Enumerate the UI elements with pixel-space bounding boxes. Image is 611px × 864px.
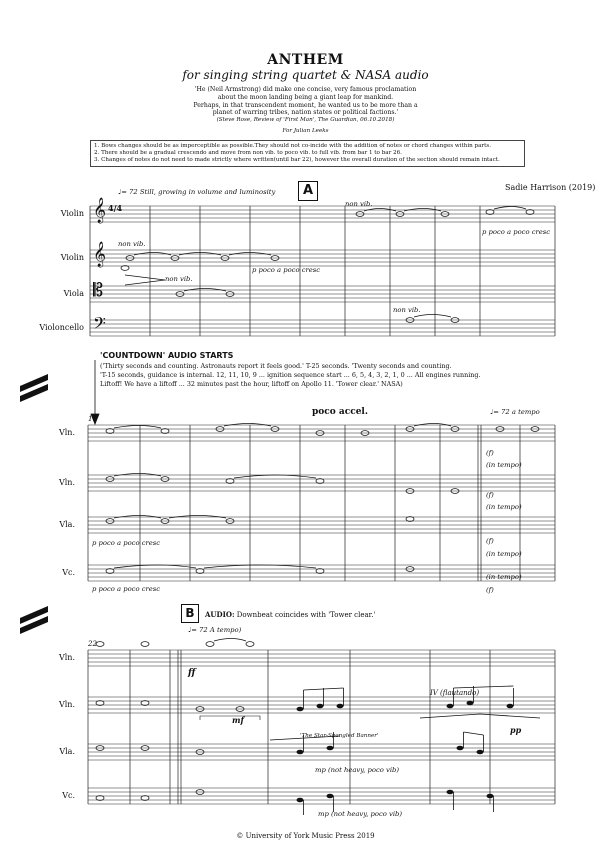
- quote-line: 'He (Neil Armstrong) did make one concise, very famous proclamation: [194, 86, 417, 93]
- dynamic-ff: ff: [188, 668, 196, 678]
- dynamic-f: (f): [486, 449, 494, 457]
- marking-cresc: p poco a poco cresc: [482, 228, 551, 236]
- system2-staff-viola: [88, 517, 555, 533]
- a-tempo-marking: ♩= 72 a tempo: [490, 408, 540, 416]
- dynamic-pp: pp: [510, 725, 522, 735]
- time-signature: 4/4: [108, 203, 123, 213]
- audio-cue-line: ('Thirty seconds and counting. Astronauts report it feels good.' T-25 seconds. 'Twenty seconds and counting.: [100, 362, 452, 370]
- instrument-label-cello: Violoncello: [39, 323, 84, 332]
- copyright-footer: © University of York Music Press 2019: [236, 832, 375, 840]
- tempo-marking: ♩= 72 A tempo): [188, 626, 242, 634]
- system3-staff-viola: [88, 744, 555, 760]
- quote-source: (Steve Rose, Review of 'First Man', The Guardian, 06.10.2018): [216, 117, 395, 123]
- dynamic-mf: mf: [232, 715, 244, 725]
- instrument-label-violin2: Violin: [60, 253, 84, 262]
- system1-staff-viola: [90, 286, 555, 302]
- instrument-label-viola: Viola: [63, 289, 84, 298]
- audio-cue-heading: 'COUNTDOWN' AUDIO STARTS: [100, 351, 234, 360]
- audio-cue-line: Liftoff! We have a liftoff ... 32 minutes past the hour, liftoff on Apollo 11. 'Tower clear.' NASA): [100, 380, 403, 388]
- marking-non-vib: non vib.: [118, 240, 146, 248]
- instrument-label-vla: Vla.: [59, 520, 75, 529]
- composer-credit: Sadie Harrison (2019): [505, 183, 596, 192]
- poco-accel-marking: poco accel.: [312, 407, 368, 417]
- dynamic-f: (f): [486, 586, 494, 594]
- marking-cresc: p poco a poco cresc: [92, 539, 161, 547]
- marking-non-vib: non vib.: [165, 275, 193, 283]
- performance-note: 3. Changes of notes do not need to made strictly where written(until bar 22), however the overall duration of the section should remain intact.: [94, 157, 500, 163]
- quote-line: planet of warring tribes, nation states or political factions.': [212, 109, 399, 117]
- instrument-label-vln1: Vln.: [58, 653, 75, 662]
- instrument-label-vln2: Vln.: [58, 700, 75, 709]
- audio-cue-note: [205, 610, 375, 619]
- instrument-label-vla: Vla.: [59, 747, 75, 756]
- treble-clef-icon: 𝄞: [93, 198, 107, 223]
- flautando-marking: IV (flautando): [430, 689, 480, 697]
- system-divider-marks: [20, 374, 48, 634]
- marking-cresc: p poco a poco cresc: [92, 585, 161, 593]
- quote-line: about the moon landing being a giant leap for mankind.: [217, 93, 394, 101]
- performance-note: 2. There should be a gradual crescendo and move from non vib. to poco vib. to full vib. from bar 1 to bar 26.: [94, 150, 402, 156]
- system3-staff-violin1: [88, 650, 555, 666]
- alto-clef-icon: 𝄡: [93, 280, 104, 301]
- instrument-label-vln1: Vln.: [58, 428, 75, 437]
- rehearsal-mark-b: B: [181, 604, 199, 623]
- marking-non-vib: non vib.: [345, 200, 373, 208]
- instrument-label-violin1: Violin: [60, 209, 84, 218]
- dynamic-mp: mp (not heavy, poco vib): [315, 766, 400, 774]
- in-tempo-marking: (in tempo): [486, 461, 522, 469]
- performance-note: 1. Bows changes should be as imperceptible as possible.They should not co-incide with the addition of notes or chord changes within parts.: [94, 143, 491, 149]
- bar-number: 11: [88, 415, 97, 423]
- dynamic-mp: mp (not heavy, poco vib): [318, 810, 403, 818]
- quote-line: Perhaps, in that transcendent moment, he wanted us to be more than a: [193, 101, 418, 109]
- piece-subtitle: for singing string quartet & NASA audio: [182, 68, 429, 82]
- star-spangled-banner-label: 'The Star-Spangled Banner': [300, 733, 379, 739]
- audio-label: AUDIO:: [205, 610, 235, 619]
- audio-cue-line: 'T-15 seconds, guidance is internal. 12, 11, 10, 9 ... ignition sequence start ... 6, 5, 4, 3, 2, 1, 0 ... All engines running.: [100, 371, 481, 379]
- dynamic-f: (f): [486, 537, 494, 545]
- bass-clef-icon: 𝄢: [93, 313, 106, 337]
- instrument-label-vc: Vc.: [62, 568, 75, 577]
- instrument-label-vln2: Vln.: [58, 478, 75, 487]
- in-tempo-marking: (in tempo): [486, 573, 522, 581]
- in-tempo-marking: (in tempo): [486, 503, 522, 511]
- dedication: For Julian Leeks: [282, 128, 329, 134]
- system1-tempo-marking: ♩= 72 Still, growing in volume and luminosity: [118, 188, 276, 196]
- system3-staff-cello: [88, 788, 555, 804]
- system1-staff-cello: [90, 320, 555, 336]
- audio-cue-text: [100, 362, 540, 389]
- instrument-label-vc: Vc.: [62, 791, 75, 800]
- in-tempo-marking: (in tempo): [486, 550, 522, 558]
- dynamic-f: (f): [486, 491, 494, 499]
- rehearsal-mark-a: A: [298, 181, 318, 201]
- marking-cresc: p poco a poco cresc: [252, 266, 321, 274]
- audio-cue-note-text: Downbeat coincides with 'Tower clear.': [236, 611, 376, 619]
- piece-title: ANTHEM: [267, 52, 344, 68]
- treble-clef-icon: 𝄞: [93, 242, 107, 267]
- bar-number: 22: [88, 640, 97, 648]
- marking-non-vib: non vib.: [393, 306, 421, 314]
